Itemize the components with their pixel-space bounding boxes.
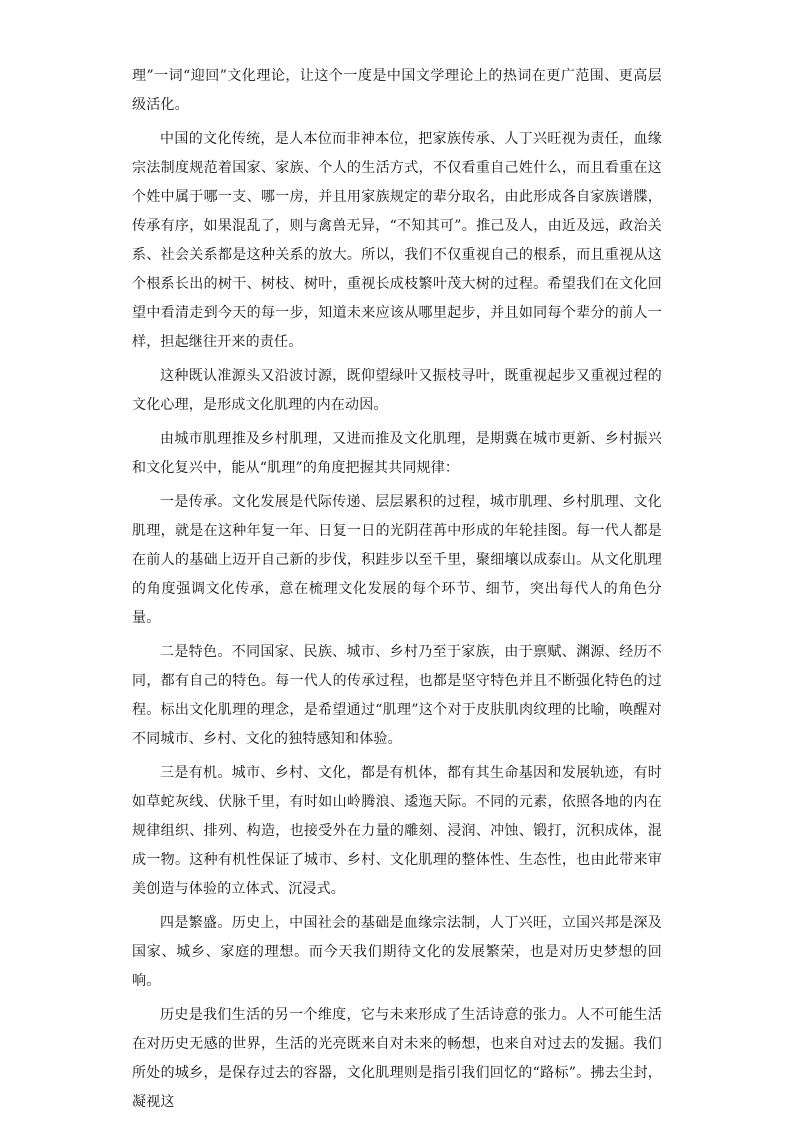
paragraph-1: 理”一词“迎回”文化理论，让这个一度是中国文学理论上的热词在更广范围、更高层级活化。 xyxy=(132,68,662,113)
paragraph-2: 中国的文化传统，是人本位而非神本位，把家族传承、人丁兴旺视为责任，血缘宗法制度规范着国家、家族、个人的生活方式，不仅看重自己姓什么，而且看重在这个姓中属于哪一支、哪一房，并且用家族规定的辈分取名，由此形成各自家族谱牒，传承有序，如果混乱了，则与禽兽无异，“不知其可”。推己及人，由近及远，政治关系、社会关系都是这种关系的放大。所以，我们不仅重视自己的根系，而且重视从这个根系长出的树干、树枝、树叶，重视长成枝繁叶茂大树的过程。希望我们在文化回望中看清走到今天的每一步，知道未来应该从哪里起步，并且如同每个辈分的前人一样，担起继往开来的责任。 xyxy=(132,131,662,350)
paragraph-7: 三是有机。城市、乡村、文化，都是有机体，都有其生命基因和发展轨迹，有时如草蛇灰线、伏脉千里，有时如山岭腾浪、逶迤天际。不同的元素，依照各地的内在规律组织、排列、构造，也接受外在力量的雕刻、浸润、冲蚀、锻打，沉积成体，混成一物。这种有机性保证了城市、乡村、文化肌理的整体性、生态性，也由此带来审美创造与体验的立体式、沉浸式。 xyxy=(132,765,662,897)
paragraph-3: 这种既认准源头又沿波讨源，既仰望绿叶又振枝寻叶，既重视起步又重视过程的文化心理，是形成文化肌理的内在动因。 xyxy=(132,368,662,413)
paragraph-6: 二是特色。不同国家、民族、城市、乡村乃至于家族，由于禀赋、渊源、经历不同，都有自己的特色。每一代人的传承过程，也都是坚守特色并且不断强化特色的过程。标出文化肌理的理念，是希望通过“肌理”这个对于皮肤肌肉纹理的比喻，唤醒对不同城市、乡村、文化的独特感知和体验。 xyxy=(132,644,662,747)
paragraph-5: 一是传承。文化发展是代际传递、层层累积的过程，城市肌理、乡村肌理、文化肌理，就是在这种年复一年、日复一日的光阴荏苒中形成的年轮挂图。每一代人都是在前人的基础上迈开自己新的步伐，积跬步以至千里，聚细壤以成泰山。从文化肌理的角度强调文化传承，意在梳理文化发展的每个环节、细节，突出每代人的角色分量。 xyxy=(132,494,662,626)
paragraph-4: 由城市肌理推及乡村肌理，又进而推及文化肌理，是期冀在城市更新、乡村振兴和文化复兴中，能从“肌理”的角度把握其共同规律： xyxy=(132,431,662,476)
document-body xyxy=(132,62,662,1122)
paragraph-8: 四是繁盛。历史上，中国社会的基础是血缘宗法制，人丁兴旺，立国兴邦是深及国家、城乡、家庭的理想。而今天我们期待文化的发展繁荣，也是对历史梦想的回响。 xyxy=(132,915,662,989)
paragraph-9: 历史是我们生活的另一个维度，它与未来形成了生活诗意的张力。人不可能生活在对历史无感的世界，生活的光亮既来自对未来的畅想，也来自对过去的发掘。我们所处的城乡，是保存过去的容器，文化肌理则是指引我们回忆的“路标”。拂去尘封，凝视这 xyxy=(132,1007,662,1110)
